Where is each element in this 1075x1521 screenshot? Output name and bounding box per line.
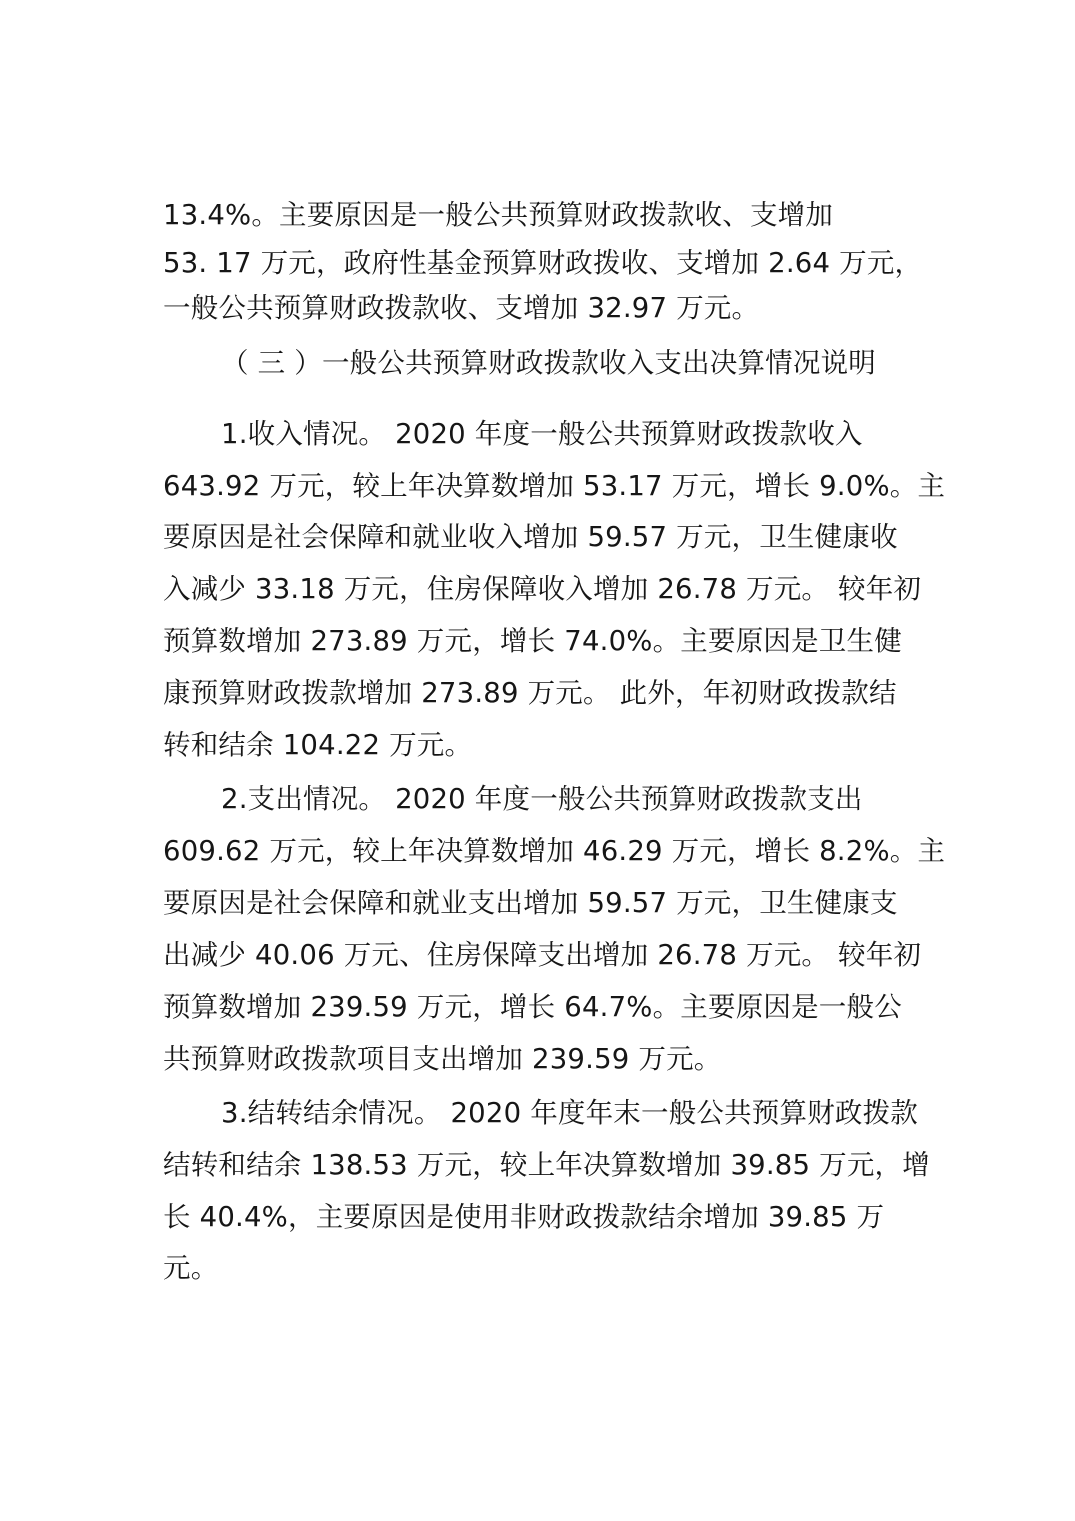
text-line: 3.结转结余情况。 2020 年度年末一般公共预算财政拨款 (221, 1097, 919, 1129)
text-line: 要原因是社会保障和就业支出增加 59.57 万元，卫生健康支 (163, 887, 898, 919)
text-line: 共预算财政拨款项目支出增加 239.59 万元。 (163, 1043, 722, 1075)
text-line: 643.92 万元，较上年决算数增加 53.17 万元，增长 9.0%。主 (163, 470, 946, 502)
text-line: 53. 17 万元，政府性基金预算财政拨收、支增加 2.64 万元， (163, 247, 923, 279)
text-line: 要原因是社会保障和就业收入增加 59.57 万元，卫生健康收 (163, 521, 898, 553)
text-line: 2.支出情况。 2020 年度一般公共预算财政拨款支出 (221, 783, 863, 815)
text-line: 609.62 万元，较上年决算数增加 46.29 万元，增长 8.2%。主 (163, 835, 946, 867)
section-heading: （ 三 ）一般公共预算财政拨款收入支出决算情况说明 (221, 347, 876, 379)
text-line: 转和结余 104.22 万元。 (163, 729, 473, 761)
text-line: 出减少 40.06 万元、住房保障支出增加 26.78 万元。 较年初 (163, 939, 922, 971)
text-line: 预算数增加 239.59 万元，增长 64.7%。主要原因是一般公 (163, 991, 902, 1023)
text-line: 元。 (163, 1252, 219, 1284)
text-line: 13.4%。主要原因是一般公共预算财政拨款收、支增加 (163, 199, 834, 231)
text-line: 入减少 33.18 万元，住房保障收入增加 26.78 万元。 较年初 (163, 573, 922, 605)
text-line: 预算数增加 273.89 万元，增长 74.0%。主要原因是卫生健 (163, 625, 902, 657)
text-line: 结转和结余 138.53 万元，较上年决算数增加 39.85 万元，增 (163, 1149, 930, 1181)
text-line: 康预算财政拨款增加 273.89 万元。 此外，年初财政拨款结 (163, 677, 897, 709)
text-line: 1.收入情况。 2020 年度一般公共预算财政拨款收入 (221, 418, 863, 450)
text-line: 长 40.4%，主要原因是使用非财政拨款结余增加 39.85 万 (163, 1201, 885, 1233)
text-line: 一般公共预算财政拨款收、支增加 32.97 万元。 (163, 292, 760, 324)
